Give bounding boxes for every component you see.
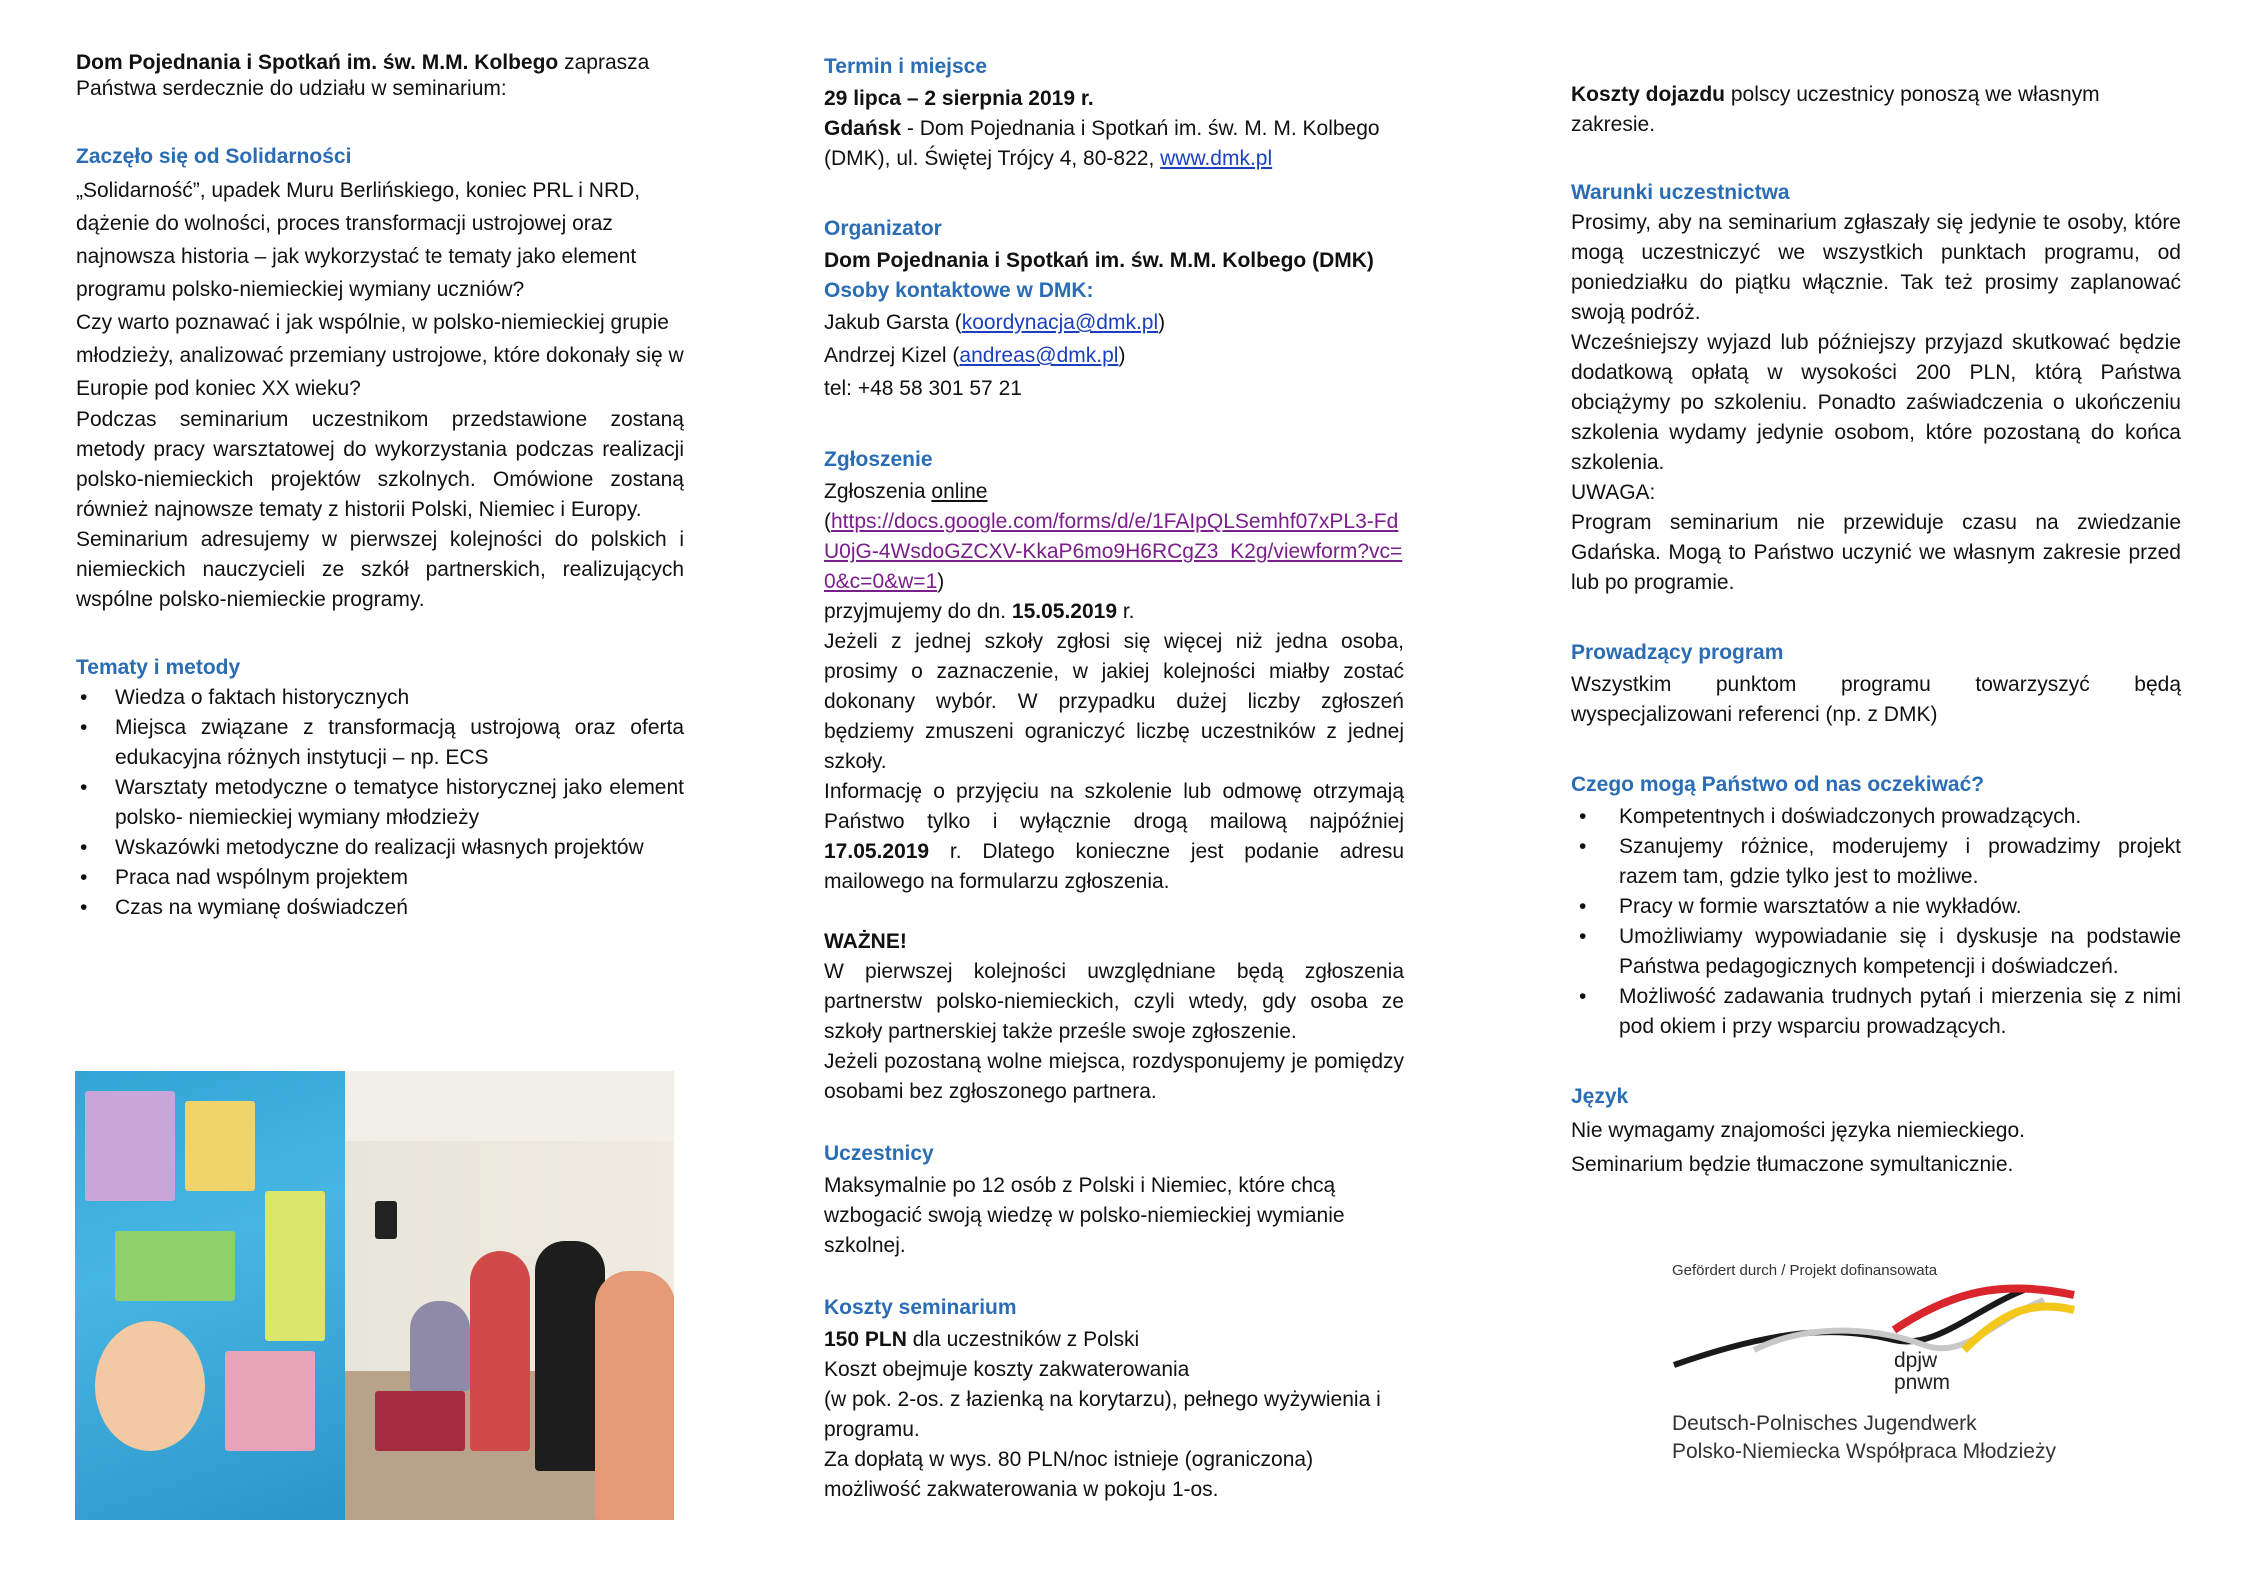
contact-2-email-link[interactable]: andreas@dmk.pl xyxy=(959,344,1119,367)
bullet-icon: • xyxy=(1579,835,1587,858)
leaders-text: Wszystkim punktom programu towarzyszyć będą wyspecjalizowani referenci (np. z DMK) xyxy=(1571,673,2181,726)
dpjw-logo xyxy=(1634,1250,2100,1485)
language-heading: Język xyxy=(1571,1085,1629,1108)
list-item: • Czas na wymianę doświadczeń xyxy=(76,893,684,923)
organizer-heading: Organizator xyxy=(824,217,942,240)
registration-text-1: Jeżeli z jednej szkoły zgłosi się więcej niż jedna osoba, prosimy o zaznaczenie, w jakiej kolejności miałby zostać dokonany wybór. W przypadku dużej liczby zgłoszeń będziemy zmuszeni ograniczyć liczbę uczestników z jednej szkoły. xyxy=(824,630,1404,773)
conditions-heading: Warunki uczestnictwa xyxy=(1571,181,1790,204)
costs-price: 150 PLN dla uczestników z Polski xyxy=(824,1328,1140,1351)
important-heading: WAŻNE! xyxy=(824,930,907,953)
conditions-text-1: Prosimy, aby na seminarium zgłaszały się jedynie te osoby, które mogą uczestniczyć we wszystkich punktach programu, od poniedziałku do piątku włącznie. Tak też prosimy zaplanować swoją podróż. xyxy=(1571,211,2181,324)
expectations-heading: Czego mogą Państwo od nas oczekiwać? xyxy=(1571,773,1985,796)
contact-1: Jakub Garsta (koordynacja@dmk.pl) xyxy=(824,311,1166,334)
list-item: • Możliwość zadawania trudnych pytań i mierzenia się z nimi pod okiem i przy wsparciu prowadzących. xyxy=(1571,982,2181,1042)
intro-organization: Dom Pojednania i Spotkań im. św. M.M. Kolbego xyxy=(76,51,559,74)
costs-heading: Koszty seminarium xyxy=(824,1296,1017,1319)
leaders-heading: Prowadzący program xyxy=(1571,641,1784,664)
list-item: • Wskazówki metodyczne do realizacji własnych projektów xyxy=(76,833,684,863)
list-item: • Kompetentnych i doświadczonych prowadzących. xyxy=(1571,802,2181,832)
bullet-icon: • xyxy=(1579,925,1587,948)
bullet-icon: • xyxy=(1579,985,1587,1008)
registration-url-line: (https://docs.google.com/forms/d/e/1FAIpQLSemhf07xPL3-FdU0jG-4WsdoGZCXV-KkaP6mo9H6RCgZ3_K2g/viewform?vc=0&c=0&w=1) xyxy=(824,510,1403,593)
intro-paragraph xyxy=(76,50,684,102)
flag-swoosh-icon xyxy=(1634,1270,2100,1380)
brand-mark: dpjw pnwm xyxy=(1894,1349,1951,1394)
organization-names: Deutsch-Polnisches Jugendwerk Polsko-Niemiecka Współpraca Młodzieży xyxy=(1672,1412,2056,1463)
solidarnosc-text-1: „Solidarność”, upadek Muru Berlińskiego, koniec PRL i NRD, dążenie do wolności, proces transformacji ustrojowej oraz najnowsza historia – jak wykorzystać te tematy jako element programu polsko-niemieckiej wymiany uczniów? xyxy=(76,179,641,301)
travel-costs: Koszty dojazdu polscy uczestnicy ponoszą we własnym zakresie. xyxy=(1571,83,2100,136)
costs-text-1: Koszt obejmuje koszty zakwaterowania xyxy=(824,1358,1190,1381)
list-item: • Szanujemy różnice, moderujemy i prowadzimy projekt razem tam, gdzie tylko jest to możliwe. xyxy=(1571,832,2181,892)
registration-form-link[interactable]: https://docs.google.com/forms/d/e/1FAIpQLSemhf07xPL3-FdU0jG-4WsdoGZCXV-KkaP6mo9H6RCgZ3_K2g/viewform?vc=0&c=0&w=1 xyxy=(824,510,1403,593)
bullet-icon: • xyxy=(1579,895,1587,918)
participants-heading: Uczestnicy xyxy=(824,1142,934,1165)
conditions-text-3: Program seminarium nie przewiduje czasu na zwiedzanie Gdańska. Mogą to Państwo uczynić we własnym zakresie przed lub po programie. xyxy=(1571,511,2181,594)
solidarnosc-text-4: Seminarium adresujemy w pierwszej kolejności do polskich i niemieckich nauczycieli ze szkół partnerskich, realizujących wspólne polsko-niemieckie programy. xyxy=(76,528,684,611)
costs-text-2: (w pok. 2-os. z łazienką na korytarzu), pełnego wyżywienia i programu. xyxy=(824,1388,1381,1441)
dmk-website-link[interactable]: www.dmk.pl xyxy=(1160,147,1273,170)
important-text-1: W pierwszej kolejności uwzględniane będą zgłoszenia partnerstw polsko-niemieckich, czyli wtedy, gdy osoba ze szkoły partnerskiej także prześle swoje zgłoszenie. xyxy=(824,960,1404,1043)
right-column xyxy=(1571,80,2181,1182)
contact-phone: tel: +48 58 301 57 21 xyxy=(824,377,1022,400)
registration-heading: Zgłoszenie xyxy=(824,448,933,471)
notice-label: UWAGA: xyxy=(1571,481,1656,504)
important-text-2: Jeżeli pozostaną wolne miejsca, rozdysponujemy je pomiędzy osobami bez zgłoszonego partnera. xyxy=(824,1050,1404,1103)
bullet-icon: • xyxy=(80,896,88,919)
solidarnosc-text-2: Czy warto poznawać i jak wspólnie, w polsko-niemieckiej grupie młodzieży, analizować przemiany ustrojowe, które dokonały się w Europie pod koniec XX wieku? xyxy=(76,311,684,400)
tematy-list xyxy=(76,683,684,923)
organizer-name: Dom Pojednania i Spotkań im. św. M.M. Kolbego (DMK) xyxy=(824,249,1374,272)
bullet-icon: • xyxy=(80,776,88,799)
contact-2: Andrzej Kizel (andreas@dmk.pl) xyxy=(824,344,1126,367)
bullet-icon: • xyxy=(80,836,88,859)
termin-place xyxy=(824,114,1404,174)
list-item: • Pracy w formie warsztatów a nie wykładów. xyxy=(1571,892,2181,922)
contact-heading: Osoby kontaktowe w DMK: xyxy=(824,279,1094,302)
list-item: • Praca nad wspólnym projektem xyxy=(76,863,684,893)
list-item: • Wiedza o faktach historycznych xyxy=(76,683,684,713)
bullet-icon: • xyxy=(80,716,88,739)
bullet-icon: • xyxy=(80,686,88,709)
termin-date: 29 lipca – 2 sierpnia 2019 r. xyxy=(824,87,1094,110)
middle-column xyxy=(824,50,1404,1505)
bullet-icon: • xyxy=(1579,805,1587,828)
expectations-list xyxy=(1571,802,2181,1042)
termin-address: - Dom Pojednania i Spotkań im. św. M. M. Kolbego (DMK), ul. Świętej Trójcy 4, 80-822, xyxy=(824,117,1380,170)
participants-text: Maksymalnie po 12 osób z Polski i Niemiec, które chcą wzbogacić swoją wiedzę w polsko-niemieckiej wymianie szkolnej. xyxy=(824,1174,1345,1257)
costs-text-3: Za dopłatą w wys. 80 PLN/noc istnieje (ograniczona) możliwość zakwaterowania w pokoju 1-os. xyxy=(824,1448,1314,1501)
bullet-icon: • xyxy=(80,866,88,889)
language-text-1: Nie wymagamy znajomości języka niemieckiego. xyxy=(1571,1119,2026,1142)
termin-heading: Termin i miejsce xyxy=(824,55,988,78)
registration-lead: Zgłoszenia online xyxy=(824,480,988,503)
registration-deadline: przyjmujemy do dn. 15.05.2019 r. xyxy=(824,600,1135,623)
online-link[interactable]: online xyxy=(931,480,988,503)
list-item: • Miejsca związane z transformacją ustrojową oraz oferta edukacyjna różnych instytucji – np. ECS xyxy=(76,713,684,773)
list-item: • Umożliwiamy wypowiadanie się i dyskusje na podstawie Państwa pedagogicznych kompetencji i doświadczeń. xyxy=(1571,922,2181,982)
seminar-photo xyxy=(75,1071,674,1520)
registration-text-2: Informację o przyjęciu na szkolenie lub odmowę otrzymają Państwo tylko i wyłącznie drogą mailową najpóźniej 17.05.2019 r. Dlatego konieczne jest podanie adresu mailowego na formularzu zgłoszenia. xyxy=(824,780,1404,893)
left-column xyxy=(76,50,684,923)
intro-invitation: zaprasza Państwa serdecznie do udziału w seminarium: xyxy=(76,51,650,100)
funding-note: Gefördert durch / Projekt dofinansowata xyxy=(1672,1262,1938,1279)
language-text-2: Seminarium będzie tłumaczone symultanicznie. xyxy=(1571,1153,2014,1176)
conditions-text-2: Wcześniejszy wyjazd lub późniejszy przyjazd skutkować będzie dodatkową opłatą w wysokości 200 PLN, którą Państwa obciążymy po szkoleniu. Ponadto zaświadczenia o ukończeniu szkolenia wydamy jedynie osobom, które pozostaną do końca szkolenia. xyxy=(1571,331,2181,474)
solidarnosc-text-3: Podczas seminarium uczestnikom przedstawione zostaną metody pracy warsztatowej do wykorzystania podczas realizacji polsko-niemieckich projektów szkolnych. Omówione zostaną również najnowsze tematy z historii Polski, Niemiec i Europy. xyxy=(76,408,684,521)
contact-1-email-link[interactable]: koordynacja@dmk.pl xyxy=(961,311,1159,334)
tematy-heading: Tematy i metody xyxy=(76,656,241,679)
solidarnosc-heading: Zaczęło się od Solidarności xyxy=(76,145,352,168)
list-item: • Warsztaty metodyczne o tematyce historycznej jako element polsko- niemieckiej wymiany młodzieży xyxy=(76,773,684,833)
termin-city: Gdańsk xyxy=(824,117,902,140)
